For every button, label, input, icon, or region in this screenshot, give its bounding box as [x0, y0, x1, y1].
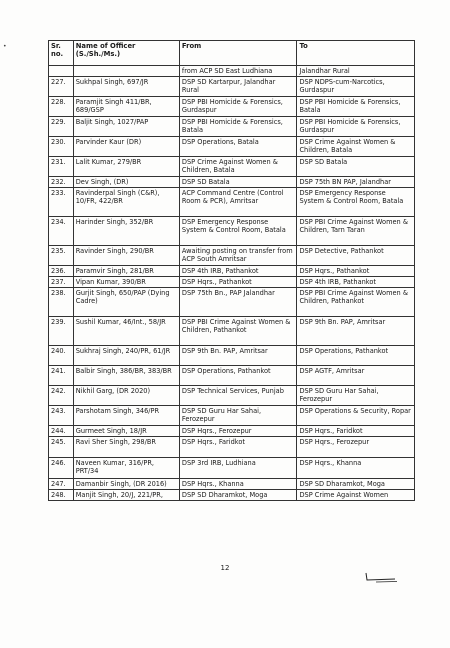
- cell-from: DSP Emergency Response System & Control Room, Batala: [179, 217, 297, 246]
- cell-sr-no: 235.: [49, 246, 74, 266]
- cell-to: DSP PBI Crime Against Women & Children, Tarn Taran: [297, 217, 415, 246]
- cell-from: DSP 75th Bn., PAP Jalandhar: [179, 288, 297, 317]
- table-row: [49, 366, 415, 386]
- cell-from: DSP Hqrs., Khanna: [179, 479, 297, 490]
- cell-to: DSP 4th IRB, Pathankot: [297, 277, 415, 288]
- cell-officer-name: Gurjit Singh, 650/PAP (Dying Cadre): [73, 288, 179, 317]
- table-row: [49, 77, 415, 97]
- cell-officer-name: Damanbir Singh, (DR 2016): [73, 479, 179, 490]
- cell-officer-name: Parshotam Singh, 346/PR: [73, 406, 179, 426]
- header-to: To: [297, 41, 415, 66]
- cell-from: DSP Operations, Batala: [179, 137, 297, 157]
- page-number: 12: [220, 564, 230, 572]
- cell-from: DSP SD Dharamkot, Moga: [179, 490, 297, 501]
- cell-officer-name: Nikhil Garg, (DR 2020): [73, 386, 179, 406]
- cell-sr-no: 237.: [49, 277, 74, 288]
- cell-officer-name: Vipan Kumar, 390/BR: [73, 277, 179, 288]
- cell-sr-no: 245.: [49, 437, 74, 458]
- table-row: [49, 137, 415, 157]
- cell-sr-no: 229.: [49, 117, 74, 137]
- cell-officer-name: Dev Singh, (DR): [73, 177, 179, 188]
- cell-from: DSP Hqrs., Ferozepur: [179, 426, 297, 437]
- cell-to: DSP Hqrs., Khanna: [297, 458, 415, 479]
- cell-from: DSP 9th Bn. PAP, Amritsar: [179, 346, 297, 366]
- cell-officer-name: Manjit Singh, 20/J, 221/PR,: [73, 490, 179, 501]
- cell-to: DSP PBI Homicide & Forensics, Batala: [297, 97, 415, 117]
- header-from: From: [179, 41, 297, 66]
- cell-officer-name: Ravinder Singh, 290/BR: [73, 246, 179, 266]
- cell-from: DSP Operations, Pathankot: [179, 366, 297, 386]
- cell-to: DSP Operations, Pathankot: [297, 346, 415, 366]
- cell-to: DSP SD Batala: [297, 157, 415, 177]
- table-row: [49, 277, 415, 288]
- cell-from: DSP PBI Homicide & Forensics, Gurdaspur: [179, 97, 297, 117]
- cell-to: DSP SD Guru Har Sahai, Ferozepur: [297, 386, 415, 406]
- cell-sr-no: 241.: [49, 366, 74, 386]
- cell-sr-no: 243.: [49, 406, 74, 426]
- cell-to: DSP Hqrs., Pathankot: [297, 266, 415, 277]
- table-row: [49, 426, 415, 437]
- cell-from: DSP Hqrs., Faridkot: [179, 437, 297, 458]
- cell-officer-name: Lalit Kumar, 279/BR: [73, 157, 179, 177]
- cell-to: DSP SD Dharamkot, Moga: [297, 479, 415, 490]
- signature-mark: [364, 569, 398, 583]
- table-row: [49, 217, 415, 246]
- table-row: [49, 288, 415, 317]
- cell-from: DSP SD Guru Har Sahai, Ferozepur: [179, 406, 297, 426]
- header-sr-no: Sr. no.: [49, 41, 74, 66]
- cell-officer-name: Sukhraj Singh, 240/PR, 61/JR: [73, 346, 179, 366]
- cell-officer-name: Sushil Kumar, 46/Int., 58/JR: [73, 317, 179, 346]
- cell-to: DSP AGTF, Amritsar: [297, 366, 415, 386]
- scan-speck: •: [3, 43, 7, 50]
- cell-sr-no: 240.: [49, 346, 74, 366]
- cell-from: DSP 3rd IRB, Ludhiana: [179, 458, 297, 479]
- cell-officer-name: Baljit Singh, 1027/PAP: [73, 117, 179, 137]
- cell-sr-no: 228.: [49, 97, 74, 117]
- cell-to: Jalandhar Rural: [297, 66, 415, 77]
- cell-officer-name: Paramjit Singh 411/BR, 689/GSP: [73, 97, 179, 117]
- table-row: [49, 188, 415, 217]
- table-row: [49, 458, 415, 479]
- cell-from: DSP PBI Crime Against Women & Children, Pathankot: [179, 317, 297, 346]
- table-row: [49, 406, 415, 426]
- cell-from: DSP Technical Services, Punjab: [179, 386, 297, 406]
- cell-to: DSP PBI Homicide & Forensics, Gurdaspur: [297, 117, 415, 137]
- cell-to: DSP 9th Bn. PAP, Amritsar: [297, 317, 415, 346]
- cell-to: DSP Operations & Security, Ropar: [297, 406, 415, 426]
- cell-officer-name: Ravi Sher Singh, 298/BR: [73, 437, 179, 458]
- cell-sr-no: 231.: [49, 157, 74, 177]
- cell-officer-name: Gurmeet Singh, 18/JR: [73, 426, 179, 437]
- table-row: [49, 97, 415, 117]
- cell-officer-name: Parvinder Kaur (DR): [73, 137, 179, 157]
- cell-from: DSP SD Batala: [179, 177, 297, 188]
- cell-sr-no: 238.: [49, 288, 74, 317]
- cell-sr-no: [49, 66, 74, 77]
- cell-sr-no: 242.: [49, 386, 74, 406]
- cell-from: DSP PBI Homicide & Forensics, Batala: [179, 117, 297, 137]
- cell-sr-no: 244.: [49, 426, 74, 437]
- cell-officer-name: Balbir Singh, 386/BR, 383/BR: [73, 366, 179, 386]
- cell-to: DSP Crime Against Women & Children, Batala: [297, 137, 415, 157]
- cell-from: from ACP SD East Ludhiana: [179, 66, 297, 77]
- cell-sr-no: 239.: [49, 317, 74, 346]
- cell-sr-no: 236.: [49, 266, 74, 277]
- cell-sr-no: 227.: [49, 77, 74, 97]
- header-officer-name: Name of Officer (S./Sh./Ms.): [73, 41, 179, 66]
- cell-sr-no: 248.: [49, 490, 74, 501]
- cell-to: DSP Detective, Pathankot: [297, 246, 415, 266]
- table-row: [49, 177, 415, 188]
- cell-officer-name: Harinder Singh, 352/BR: [73, 217, 179, 246]
- table-row: [49, 317, 415, 346]
- table-row: [49, 66, 415, 77]
- cell-to: DSP Hqrs., Ferozepur: [297, 437, 415, 458]
- cell-to: DSP 75th BN PAP, Jalandhar: [297, 177, 415, 188]
- table-row: [49, 266, 415, 277]
- cell-to: DSP Crime Against Women: [297, 490, 415, 501]
- table-row: [49, 246, 415, 266]
- table-row: [49, 437, 415, 458]
- cell-officer-name: [73, 66, 179, 77]
- cell-from: DSP SD Kartarpur, Jalandhar Rural: [179, 77, 297, 97]
- cell-from: DSP Crime Against Women & Children, Batala: [179, 157, 297, 177]
- cell-to: DSP PBI Crime Against Women & Children, Pathankot: [297, 288, 415, 317]
- cell-officer-name: Naveen Kumar, 316/PR, PRT/34: [73, 458, 179, 479]
- table-row: [49, 386, 415, 406]
- table-body: [49, 66, 415, 501]
- cell-from: DSP Hqrs., Pathankot: [179, 277, 297, 288]
- cell-officer-name: Ravinderpal Singh (C&R), 10/FR, 422/BR: [73, 188, 179, 217]
- table-row: [49, 157, 415, 177]
- cell-to: DSP Hqrs., Faridkot: [297, 426, 415, 437]
- cell-sr-no: 232.: [49, 177, 74, 188]
- cell-sr-no: 246.: [49, 458, 74, 479]
- cell-sr-no: 233.: [49, 188, 74, 217]
- cell-officer-name: Paramvir Singh, 281/BR: [73, 266, 179, 277]
- cell-sr-no: 234.: [49, 217, 74, 246]
- cell-from: Awaiting posting on transfer from ACP South Amritsar: [179, 246, 297, 266]
- cell-from: DSP 4th IRB, Pathankot: [179, 266, 297, 277]
- table-row: [49, 117, 415, 137]
- table-row: [49, 479, 415, 490]
- cell-officer-name: Sukhpal Singh, 697/JR: [73, 77, 179, 97]
- table-row: [49, 490, 415, 501]
- cell-from: ACP Command Centre (Control Room & PCR), Amritsar: [179, 188, 297, 217]
- cell-sr-no: 230.: [49, 137, 74, 157]
- cell-to: DSP Emergency Response System & Control Room, Batala: [297, 188, 415, 217]
- cell-sr-no: 247.: [49, 479, 74, 490]
- table-row: [49, 346, 415, 366]
- cell-to: DSP NDPS-cum-Narcotics, Gurdaspur: [297, 77, 415, 97]
- transfer-table: [48, 40, 415, 501]
- table-header-row: [49, 41, 415, 66]
